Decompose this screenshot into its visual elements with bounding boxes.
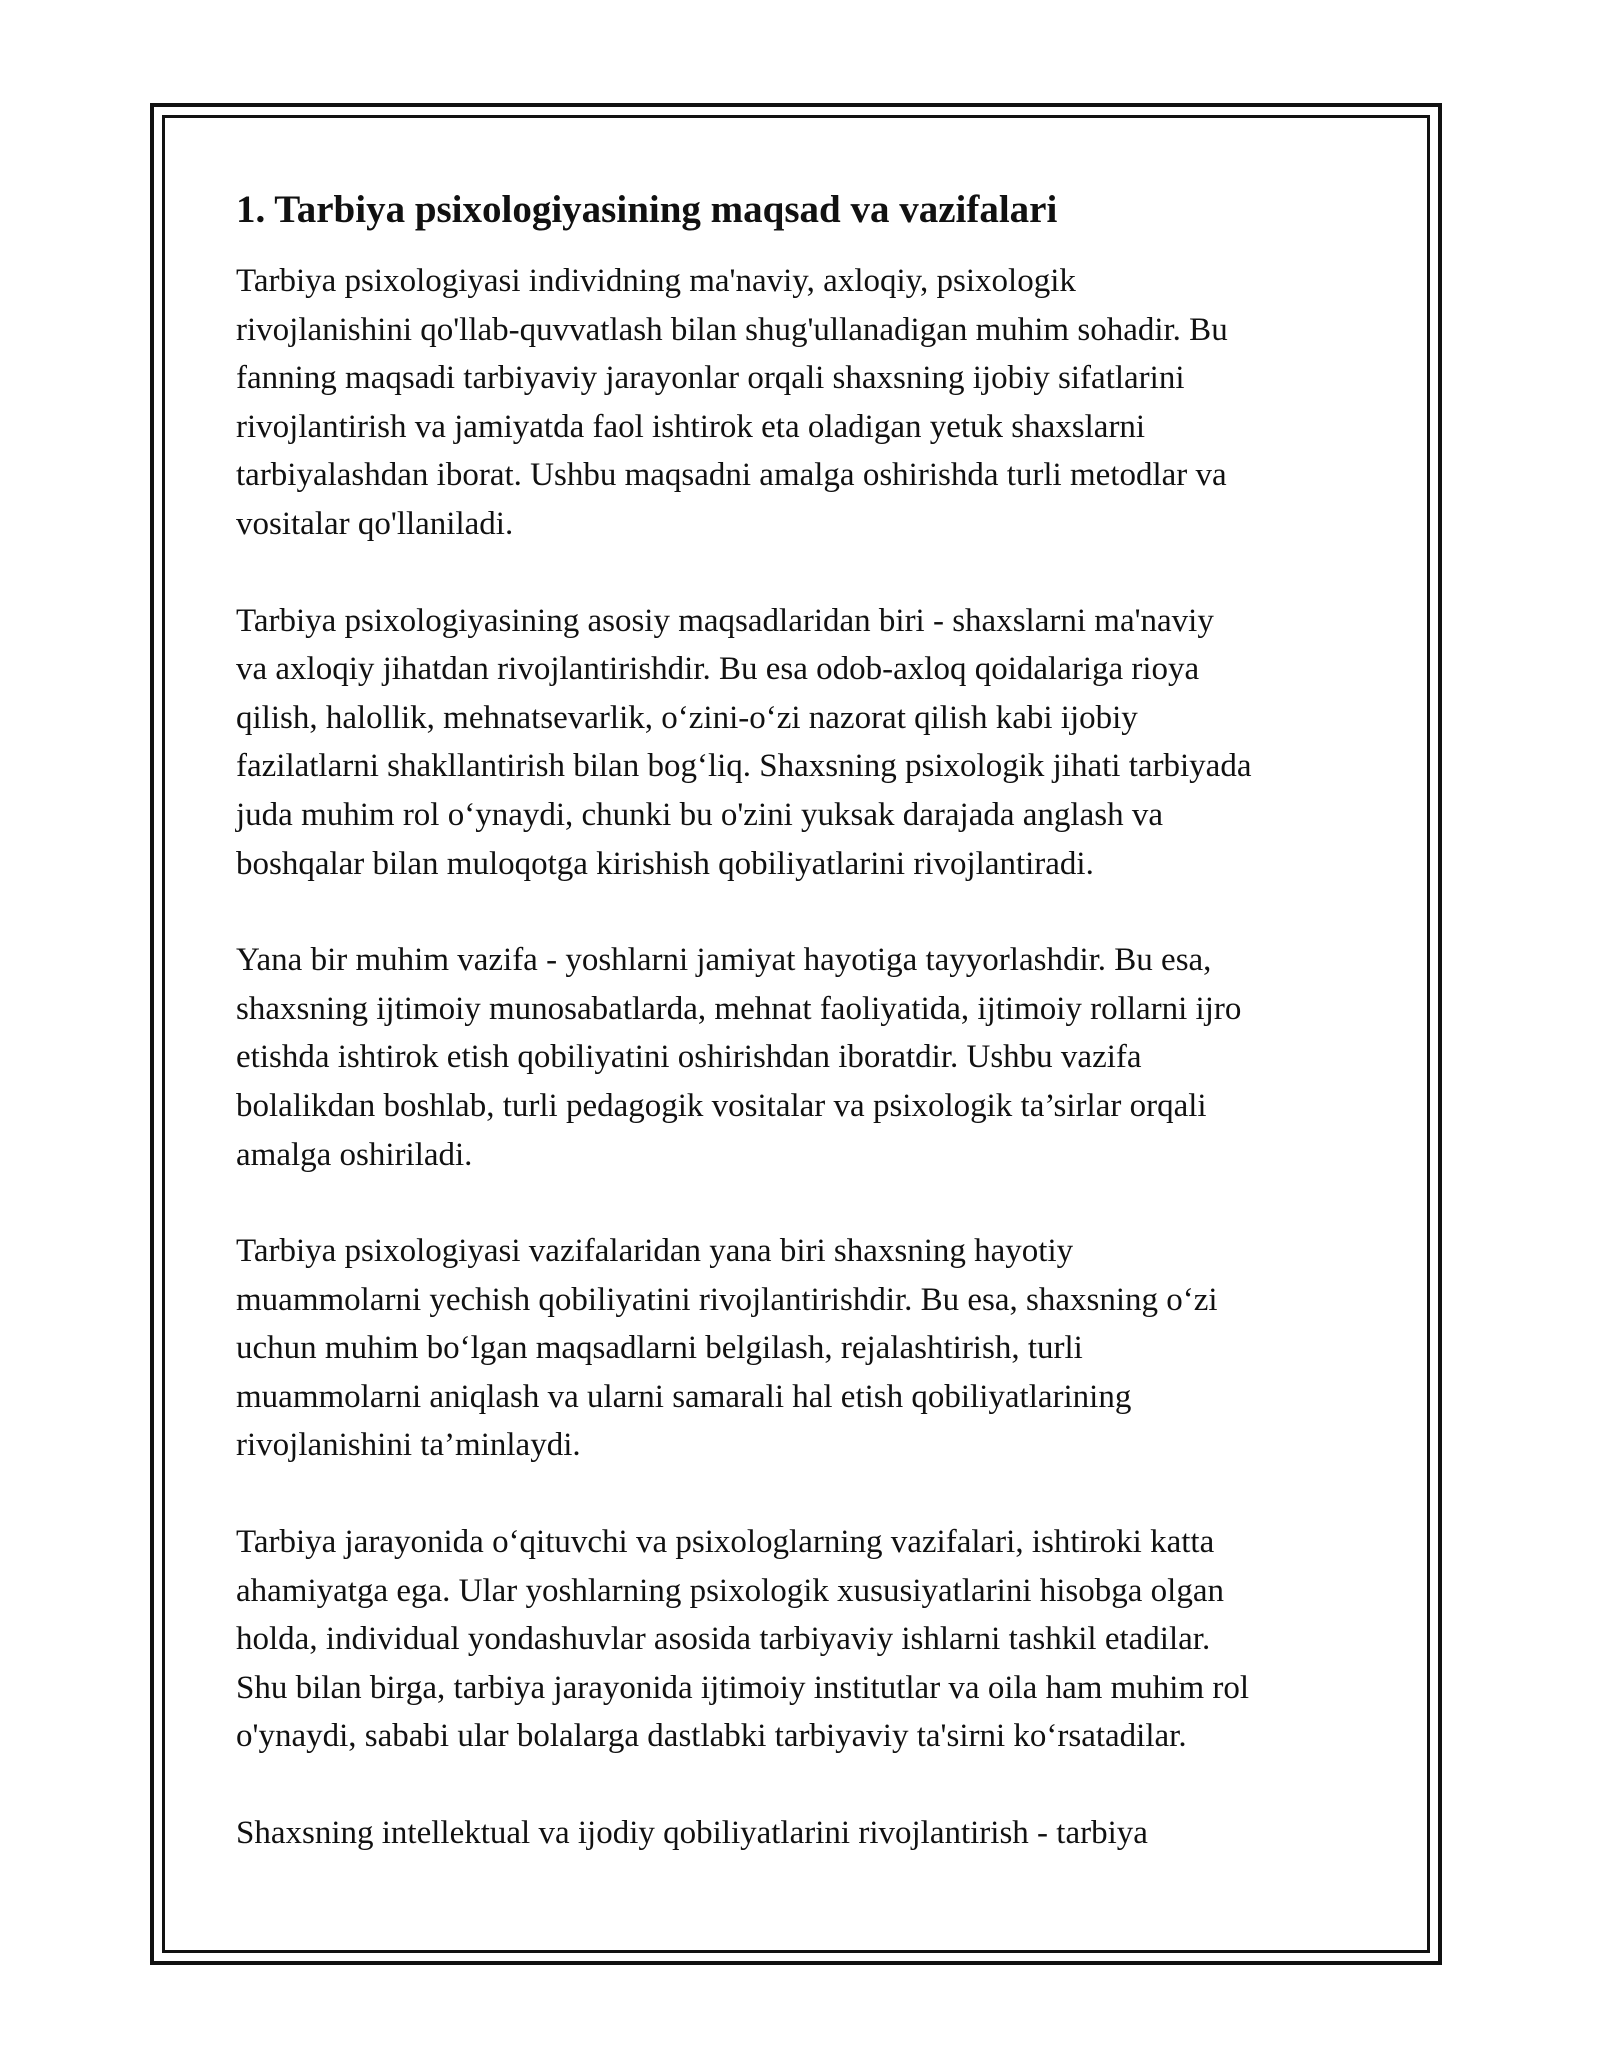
paragraph-5 bbox=[236, 1518, 1376, 1761]
paragraph-line: juda muhim rol o‘ynaydi, chunki bu o'zini yuksak darajada anglash va bbox=[236, 796, 1163, 833]
paragraph-line: uchun muhim bo‘lgan maqsadlarni belgilash, rejalashtirish, turli bbox=[236, 1330, 1083, 1367]
paragraph-line: rivojlantirish va jamiyatda faol ishtirok eta oladigan yetuk shaxslarni bbox=[236, 408, 1146, 445]
paragraph-line: bolalikdan boshlab, turli pedagogik vositalar va psixologik ta’sirlar orqali bbox=[236, 1087, 1207, 1124]
paragraph-2 bbox=[236, 597, 1376, 889]
paragraph-line: Tarbiya jarayonida o‘qituvchi va psixologlarning vazifalari, ishtiroki katta bbox=[236, 1524, 1215, 1561]
paragraph-line: Shaxsning intellektual va ijodiy qobiliyatlarini rivojlantirish - tarbiya bbox=[236, 1815, 1148, 1852]
paragraph-line: etishda ishtirok etish qobiliyatini oshirishdan iboratdir. Ushbu vazifa bbox=[236, 1039, 1142, 1076]
paragraph-line: rivojlanishini qo'llab-quvvatlash bilan shug'ullanadigan muhim sohadir. Bu bbox=[236, 311, 1228, 348]
paragraph-line: Tarbiya psixologiyasi vazifalaridan yana biri shaxsning hayotiy bbox=[236, 1233, 1074, 1270]
paragraph-line: holda, individual yondashuvlar asosida tarbiyaviy ishlarni tashkil etadilar. bbox=[236, 1621, 1211, 1658]
paragraph-line: boshqalar bilan muloqotga kirishish qobiliyatlarini rivojlantiradi. bbox=[236, 845, 1094, 882]
document-body bbox=[236, 185, 1376, 1906]
paragraph-4 bbox=[236, 1227, 1376, 1470]
paragraph-line: Tarbiya psixologiyasi individning ma'naviy, axloqiy, psixologik bbox=[236, 263, 1076, 299]
paragraph-line: Tarbiya psixologiyasining asosiy maqsadlaridan biri - shaxslarni ma'naviy bbox=[236, 602, 1214, 639]
paragraph-line: rivojlanishini ta’minlaydi. bbox=[236, 1427, 581, 1464]
section-heading: 1. Tarbiya psixologiyasining maqsad va vazifalari bbox=[236, 188, 1058, 231]
paragraph-line: muammolarni yechish qobiliyatini rivojlantirishdir. Bu esa, shaxsning o‘zi bbox=[236, 1281, 1218, 1318]
paragraph-line: ahamiyatga ega. Ular yoshlarning psixologik xususiyatlarini hisobga olgan bbox=[236, 1572, 1224, 1609]
paragraph-1 bbox=[236, 257, 1376, 549]
paragraph-line: fazilatlarni shakllantirish bilan bog‘liq. Shaxsning psixologik jihati tarbiyada bbox=[236, 748, 1252, 785]
paragraph-3 bbox=[236, 936, 1376, 1179]
paragraph-line: amalga oshiriladi. bbox=[236, 1136, 473, 1173]
paragraph-line: Yana bir muhim vazifa - yoshlarni jamiyat hayotiga tayyorlashdir. Bu esa, bbox=[236, 942, 1212, 979]
paragraph-6 bbox=[236, 1809, 1376, 1858]
paragraph-line: tarbiyalashdan iborat. Ushbu maqsadni amalga oshirishda turli metodlar va bbox=[236, 457, 1227, 494]
paragraph-line: muammolarni aniqlash va ularni samarali hal etish qobiliyatlarining bbox=[236, 1378, 1132, 1415]
paragraph-line: va axloqiy jihatdan rivojlantirishdir. Bu esa odob-axloq qoidalariga rioya bbox=[236, 651, 1200, 688]
paragraph-line: fanning maqsadi tarbiyaviy jarayonlar orqali shaxsning ijobiy sifatlarini bbox=[236, 360, 1185, 397]
paragraph-line: vositalar qo'llaniladi. bbox=[236, 505, 514, 542]
paragraph-line: qilish, halollik, mehnatsevarlik, o‘zini-o‘zi nazorat qilish kabi ijobiy bbox=[236, 699, 1138, 736]
paragraph-line: shaxsning ijtimoiy munosabatlarda, mehnat faoliyatida, ijtimoiy rollarni ijro bbox=[236, 990, 1242, 1027]
paragraph-line: o'ynaydi, sababi ular bolalarga dastlabki tarbiyaviy ta'sirni ko‘rsatadilar. bbox=[236, 1718, 1187, 1755]
paragraph-line: Shu bilan birga, tarbiya jarayonida ijtimoiy institutlar va oila ham muhim rol bbox=[236, 1669, 1250, 1706]
